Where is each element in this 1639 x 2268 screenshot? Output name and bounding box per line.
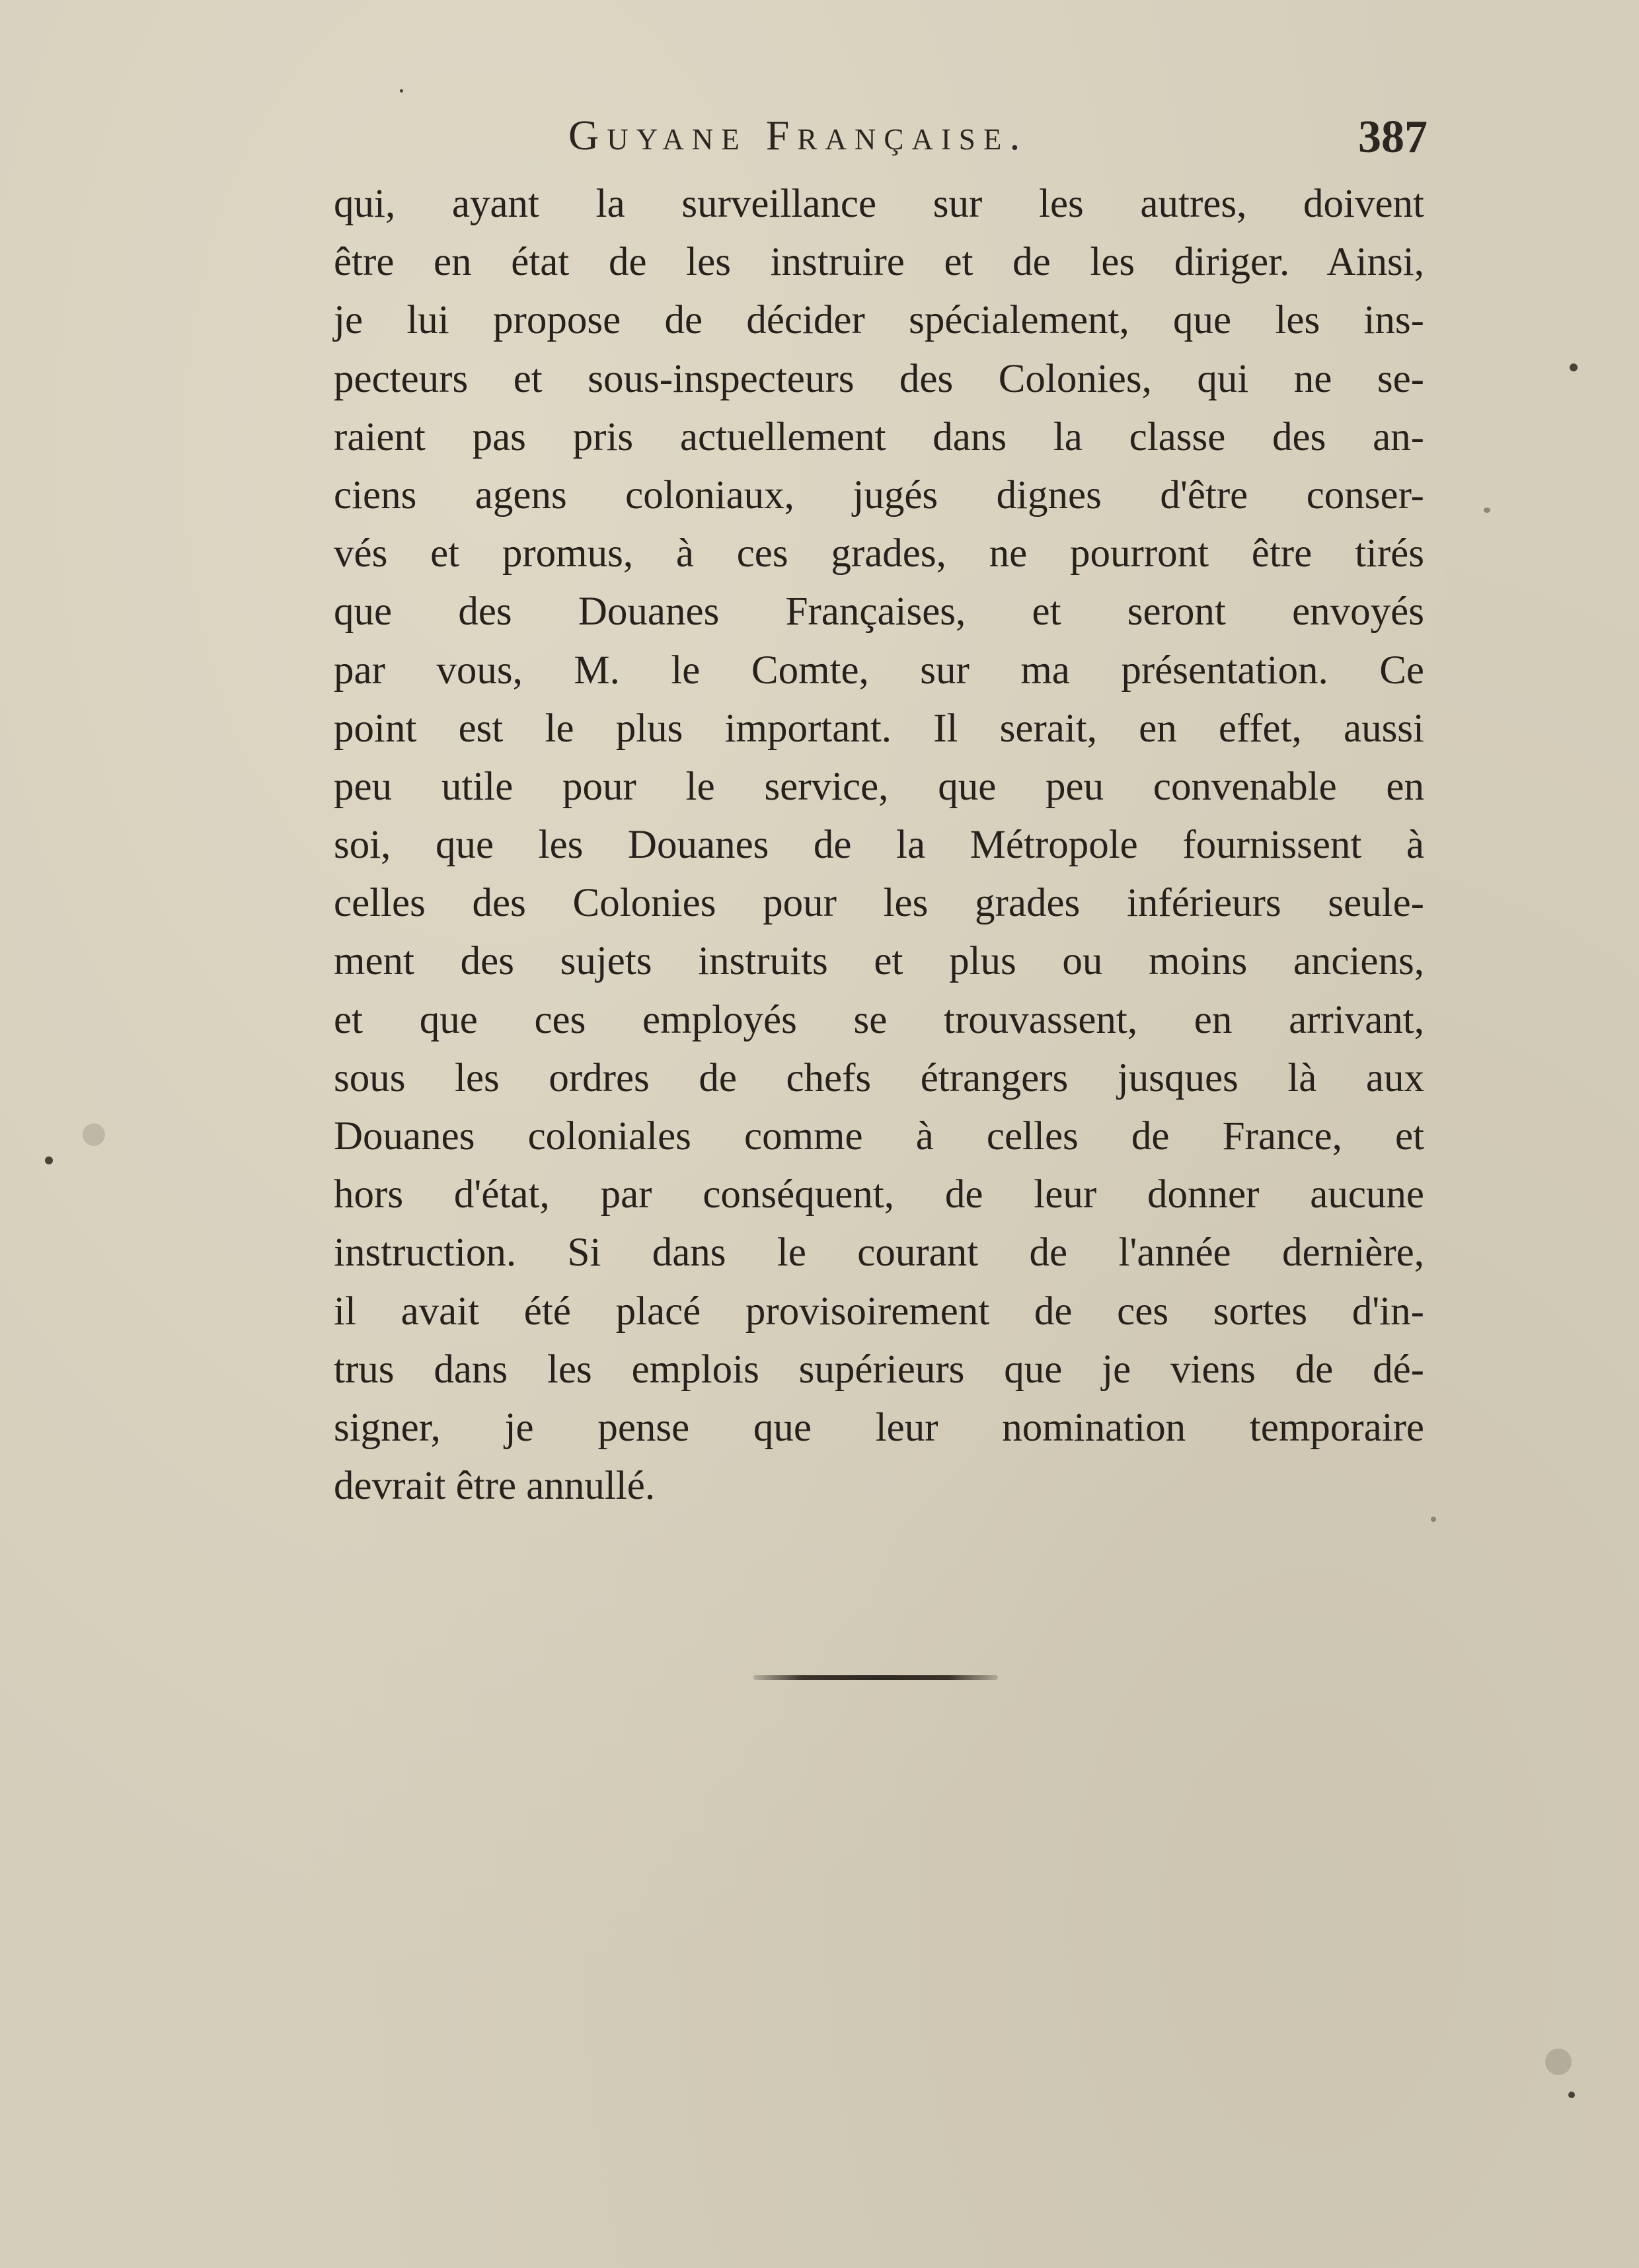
paper-speck	[1431, 1517, 1436, 1522]
text-line: instruction. Si dans le courant de l'année dernière,	[334, 1230, 1424, 1275]
paper-speck	[45, 1156, 53, 1164]
text-line: hors d'état, par conséquent, de leur donner aucune	[334, 1172, 1424, 1217]
text-line-last: devrait être annullé.	[334, 1464, 656, 1509]
text-line: pecteurs et sous-inspecteurs des Colonies, qui ne se-	[334, 356, 1424, 401]
text-line: vés et promus, à ces grades, ne pourront être tirés	[334, 531, 1424, 576]
paper-speck	[83, 1123, 105, 1146]
text-line: sous les ordres de chefs étrangers jusques là aux	[334, 1055, 1424, 1100]
paper-speck	[1570, 363, 1578, 371]
section-end-rule	[753, 1675, 998, 1680]
page-number: 387	[1358, 112, 1428, 163]
text-line: peu utile pour le service, que peu convenable en	[334, 764, 1424, 809]
text-line: trus dans les emplois supérieurs que je viens de dé-	[334, 1347, 1424, 1392]
text-line: signer, je pense que leur nomination temporaire	[334, 1405, 1424, 1450]
text-line: point est le plus important. Il serait, en effet, aussi	[334, 706, 1424, 751]
running-title: Guyane Française.	[568, 112, 1028, 159]
text-line: et que ces employés se trouvassent, en arrivant,	[334, 997, 1424, 1042]
paper-speck	[1568, 2092, 1575, 2098]
text-line: par vous, M. le Comte, sur ma présentation. Ce	[334, 648, 1424, 693]
text-line: il avait été placé provisoirement de ces sortes d'in-	[334, 1289, 1424, 1334]
running-head	[330, 111, 1428, 170]
paper-speck	[1484, 508, 1490, 513]
text-line: je lui propose de décider spécialement, que les ins-	[334, 298, 1424, 343]
text-line: Douanes coloniales comme à celles de France, et	[334, 1114, 1424, 1158]
paper-speck	[400, 89, 403, 93]
text-line: ciens agens coloniaux, jugés dignes d'être conser-	[334, 472, 1424, 517]
text-line: raient pas pris actuellement dans la classe des an-	[334, 414, 1424, 459]
text-line: qui, ayant la surveillance sur les autres, doivent	[334, 182, 1424, 226]
text-line: être en état de les instruire et de les diriger. Ainsi,	[334, 240, 1424, 285]
text-line: soi, que les Douanes de la Métropole fournissent à	[334, 823, 1424, 868]
body-text	[334, 175, 1424, 1515]
paper-speck	[1545, 2049, 1572, 2075]
text-line: celles des Colonies pour les grades inférieurs seule-	[334, 881, 1424, 926]
text-line: ment des sujets instruits et plus ou moins anciens,	[334, 939, 1424, 984]
text-line: que des Douanes Françaises, et seront envoyés	[334, 589, 1424, 634]
